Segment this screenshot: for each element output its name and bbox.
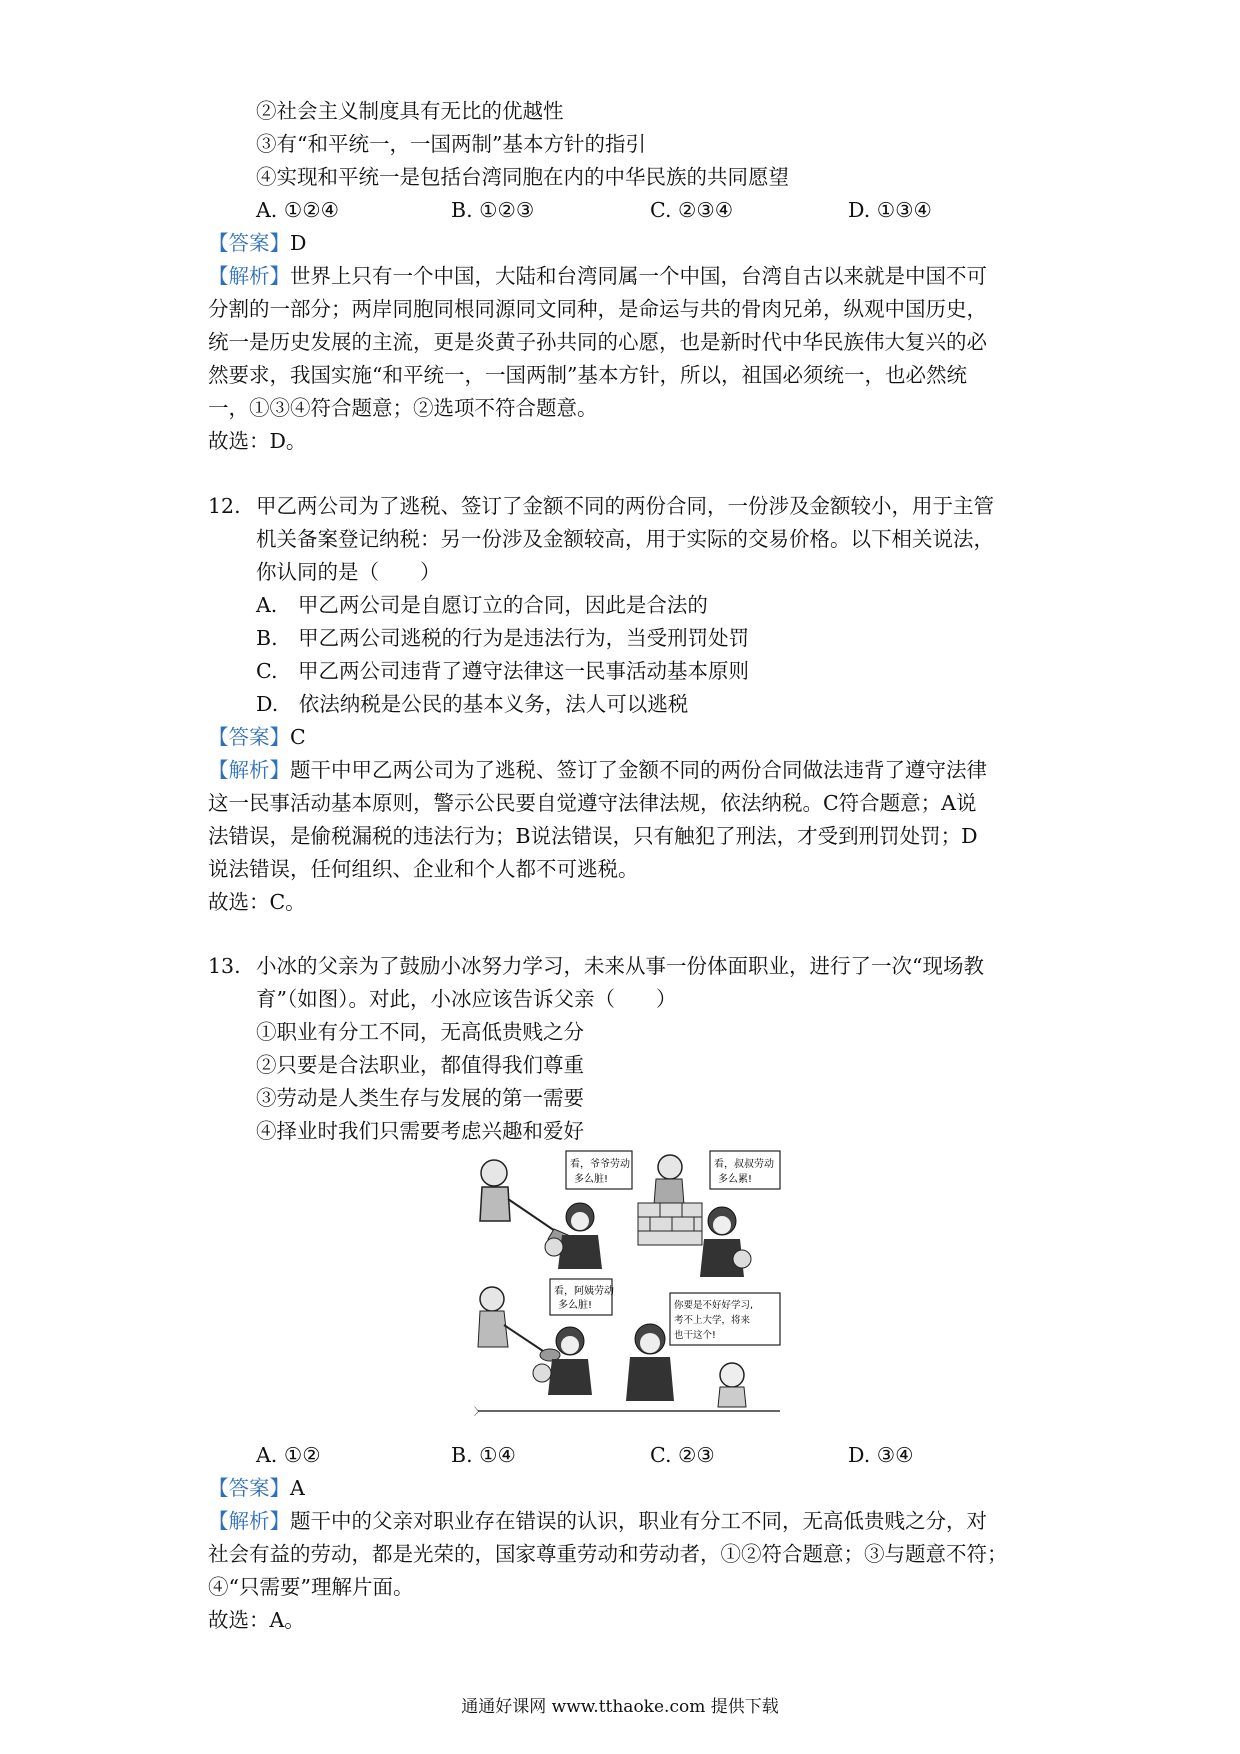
q13-number: 13. xyxy=(208,954,241,978)
q11-analysis-line-5: 一，①③④符合题意；②选项不符合题意。 xyxy=(208,396,598,420)
q12-stem-1: 甲乙两公司为了逃税、签订了金额不同的两份合同，一份涉及金额较小，用于主管 xyxy=(256,494,994,518)
svg-text:看，叔叔劳动: 看，叔叔劳动 xyxy=(714,1159,774,1170)
q11-analysis-line-4: 然要求，我国实施“和平统一，一国两制”基本方针，所以，祖国必须统一，也必然统 xyxy=(208,363,967,387)
q13-analysis-line-1 xyxy=(208,1506,987,1536)
analysis-label: 【解析】 xyxy=(208,264,290,288)
q12-stem-2: 机关备案登记纳税：另一份涉及金额较高，用于实际的交易价格。以下相关说法， xyxy=(256,527,994,551)
q12-analysis-line-2: 这一民事活动基本原则，警示公民要自觉遵守法律法规，依法纳税。C符合题意；A说 xyxy=(208,791,977,815)
q12-number: 12. xyxy=(208,494,241,518)
q11-option-3: ③有“和平统一，一国两制”基本方针的指引 xyxy=(256,132,646,156)
analysis-text: 题干中甲乙两公司为了逃税、签订了金额不同的两份合同做法违背了遵守法律 xyxy=(290,758,987,782)
q13-stem-1: 小冰的父亲为了鼓励小冰努力学习，未来从事一份体面职业，进行了一次“现场教 xyxy=(256,954,984,978)
svg-text:多么累!: 多么累! xyxy=(718,1174,753,1185)
svg-text:〉: 〉 xyxy=(474,1407,484,1418)
svg-text:你要是不好好学习,: 你要是不好好学习, xyxy=(674,1300,754,1311)
speech-bubble-3 xyxy=(550,1279,614,1315)
q11-option-4: ④实现和平统一是包括台湾同胞在内的中华民族的共同愿望 xyxy=(256,165,789,189)
q13-analysis-line-2: 社会有益的劳动，都是光荣的，国家尊重劳动和劳动者，①②符合题意；③与题意不符； xyxy=(208,1542,1008,1566)
q12-analysis-line-1 xyxy=(208,755,987,785)
speech-bubble-1 xyxy=(566,1151,632,1189)
q13-stem-2: 育”（如图）。对此，小冰应该告诉父亲（ ） xyxy=(256,987,677,1011)
analysis-label: 【解析】 xyxy=(208,758,290,782)
q12-analysis-line-3: 法错误，是偷税漏税的违法行为；B说法错误，只有触犯了刑法，才受到刑罚处罚；D xyxy=(208,824,978,848)
analysis-label: 【解析】 xyxy=(208,1509,290,1533)
q13-choice-c: C. ②③ xyxy=(650,1443,715,1467)
svg-text:也干这个!: 也干这个! xyxy=(674,1330,716,1341)
q11-choice-a: A. ①②④ xyxy=(256,198,339,222)
q12-analysis-line-4: 说法错误，任何组织、企业和个人都不可逃税。 xyxy=(208,857,639,881)
q13-choice-a: A. ①② xyxy=(256,1443,321,1467)
q11-analysis-line-3: 统一是历史发展的主流，更是炎黄子孙共同的心愿，也是新时代中华民族伟大复兴的必 xyxy=(208,330,987,354)
q12-option-a: A. 甲乙两公司是自愿订立的合同，因此是合法的 xyxy=(256,593,708,617)
q13-item-1: ①职业有分工不同，无高低贵贱之分 xyxy=(256,1020,584,1044)
cartoon-illustration xyxy=(470,1143,786,1425)
svg-text:考不上大学，将来: 考不上大学，将来 xyxy=(674,1315,751,1326)
svg-text:看，阿姨劳动: 看，阿姨劳动 xyxy=(554,1286,614,1297)
q13-analysis-line-3: ④“只需要”理解片面。 xyxy=(208,1575,414,1599)
q12-option-c: C. 甲乙两公司违背了遵守法律这一民事活动基本原则 xyxy=(256,659,749,683)
page-footer: 通通好课网 www.tthaoke.com 提供下载 xyxy=(461,1697,779,1717)
q12-answer xyxy=(208,722,306,752)
q12-stem-3: 你认同的是（ ） xyxy=(256,560,441,584)
q11-answer xyxy=(208,228,306,258)
q11-analysis-line-1 xyxy=(208,261,987,291)
speech-bubble-4 xyxy=(670,1293,780,1345)
q13-choice-b: B. ①④ xyxy=(451,1443,516,1467)
svg-text:看，爷爷劳动: 看，爷爷劳动 xyxy=(570,1159,630,1170)
speech-bubble-2 xyxy=(710,1151,780,1189)
q12-conclusion: 故选：C。 xyxy=(208,890,306,914)
analysis-text: 世界上只有一个中国，大陆和台湾同属一个中国，台湾自古以来就是中国不可 xyxy=(290,264,987,288)
answer-label: 【答案】 xyxy=(208,1476,290,1500)
q13-answer xyxy=(208,1473,305,1503)
q11-choice-b: B. ①②③ xyxy=(451,198,535,222)
q13-conclusion: 故选：A。 xyxy=(208,1608,305,1632)
q12-option-d: D. 依法纳税是公民的基本义务，法人可以逃税 xyxy=(256,692,689,716)
q13-choice-d: D. ③④ xyxy=(848,1443,914,1467)
q11-conclusion: 故选：D。 xyxy=(208,429,307,453)
q12-option-b: B. 甲乙两公司逃税的行为是违法行为，当受刑罚处罚 xyxy=(256,626,750,650)
q11-choice-c: C. ②③④ xyxy=(650,198,734,222)
answer-value: C xyxy=(290,725,306,749)
analysis-text: 题干中的父亲对职业存在错误的认识，职业有分工不同，无高低贵贱之分，对 xyxy=(290,1509,987,1533)
q13-item-4: ④择业时我们只需要考虑兴趣和爱好 xyxy=(256,1119,584,1143)
answer-label: 【答案】 xyxy=(208,231,290,255)
answer-label: 【答案】 xyxy=(208,725,290,749)
q11-analysis-line-2: 分割的一部分；两岸同胞同根同源同文同种，是命运与共的骨肉兄弟，纵观中国历史， xyxy=(208,297,987,321)
svg-text:多么脏!: 多么脏! xyxy=(574,1174,609,1185)
svg-text:多么脏!: 多么脏! xyxy=(558,1300,593,1311)
answer-value: D xyxy=(290,231,307,255)
answer-value: A xyxy=(290,1476,305,1500)
q11-option-2: ②社会主义制度具有无比的优越性 xyxy=(256,99,564,123)
q13-item-2: ②只要是合法职业，都值得我们尊重 xyxy=(256,1053,584,1077)
q11-choice-d: D. ①③④ xyxy=(848,198,932,222)
q13-item-3: ③劳动是人类生存与发展的第一需要 xyxy=(256,1086,584,1110)
